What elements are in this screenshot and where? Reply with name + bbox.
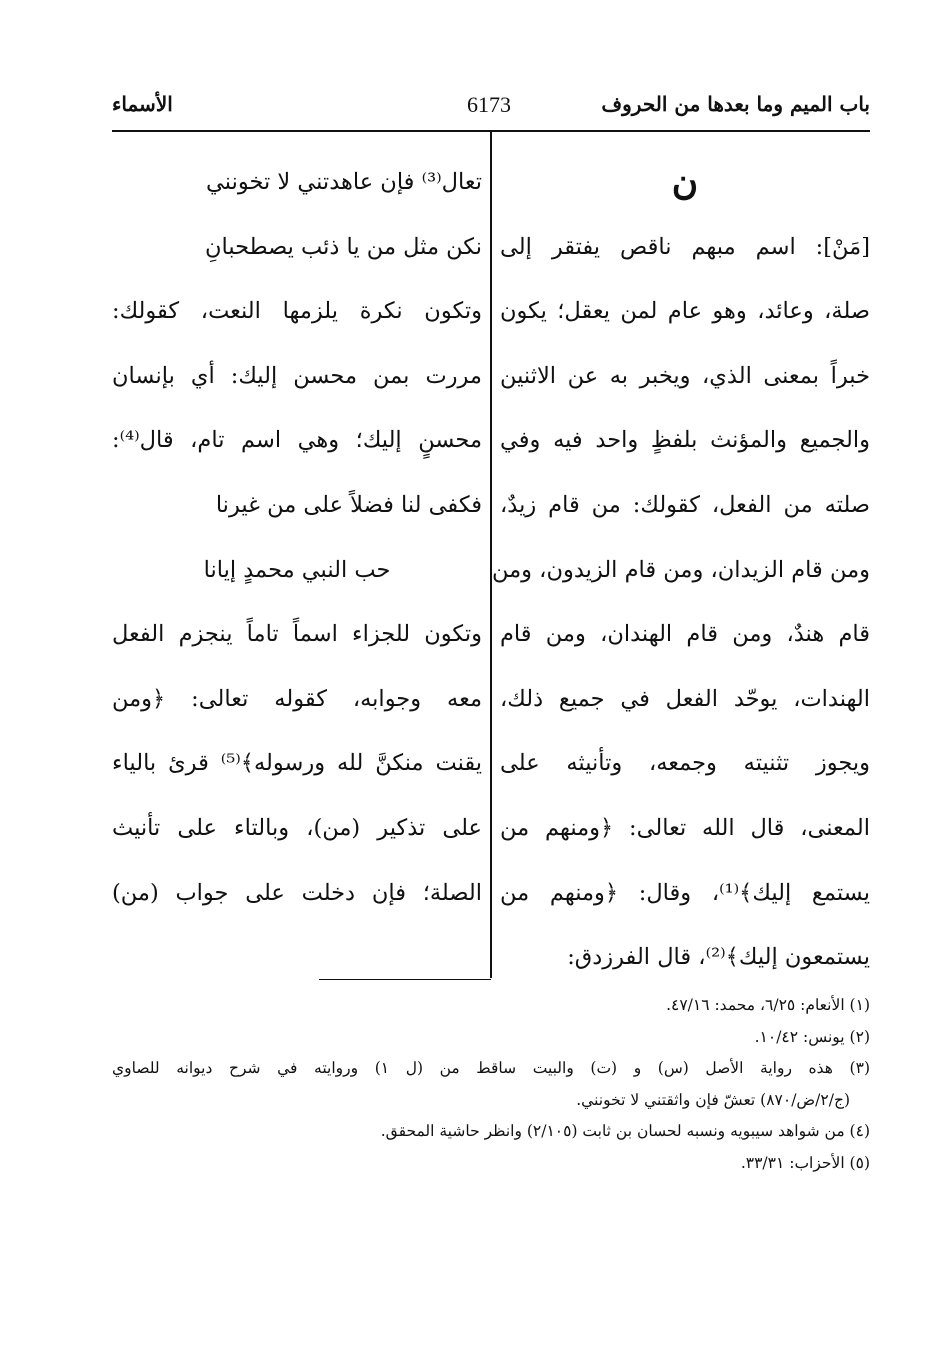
letter-heading: ن <box>671 161 699 203</box>
text-line: يستمعون إليك﴾⁽²⁾، قال الفرزدق: <box>567 944 870 971</box>
footnote: (٤) من شواهد سيبويه ونسبه لحسان بن ثابت (٢/١٠٥) وانظر حاشية المحقق. <box>380 1122 870 1140</box>
footnote-rule <box>319 979 491 980</box>
text-line: صلة، وعائد، وهو عام لمن يعقل؛ يكون <box>500 298 870 325</box>
text-line: الهندات، يوحّد الفعل في جميع ذلك، <box>500 685 870 712</box>
text-line: المعنى، قال الله تعالى: ﴿ومنهم من <box>500 814 870 841</box>
right-column <box>491 150 870 990</box>
footnote-continuation: (ج/٢/ض/٨٧٠) تعشّ فإن واثقتني لا تخونني. <box>576 1090 850 1109</box>
text-line: معه وجوابه، كقوله تعالى: ﴿ومن <box>112 685 482 712</box>
text-line: مررت بمن محسن إليك: أي بإنسان <box>112 362 482 389</box>
text-line: [مَنْ]: اسم مبهم ناقص يفتقر إلى <box>500 233 870 260</box>
text-line: قام هندٌ، ومن قام الهندان، ومن قام <box>500 621 870 648</box>
text-line: خبراً بمعنى الذي، ويخبر به عن الاثنين <box>500 362 870 389</box>
section-title: الأسماء <box>112 92 173 116</box>
chapter-title: باب الميم وما بعدها من الحروف <box>601 92 870 116</box>
footnote: (١) الأنعام: ٦/٢٥، محمد: ٤٧/١٦. <box>666 996 870 1014</box>
text-line: يستمع إليك﴾⁽¹⁾، وقال: ﴿ومنهم من <box>500 879 870 906</box>
page-number: 6173 <box>467 92 511 117</box>
text-line: وتكون نكرة يلزمها النعت، كقولك: <box>112 298 482 325</box>
text-line: والجميع والمؤنث بلفظٍ واحد فيه وفي <box>500 427 870 454</box>
verse-line: نكن مثل من يا ذئب يصطحبانِ <box>204 233 482 260</box>
left-column <box>112 150 482 925</box>
text-line: يقنت منكنَّ لله ورسوله﴾⁽⁵⁾ قرئ بالياء <box>112 750 482 777</box>
text-line: محسنٍ إليك؛ وهي اسم تام، قال⁽⁴⁾: <box>112 427 482 454</box>
footnotes <box>112 990 870 1179</box>
text-line: الصلة؛ فإن دخلت على جواب (من) <box>112 879 482 906</box>
footnote: (٥) الأحزاب: ٣٣/٣١. <box>740 1153 870 1172</box>
page-header <box>112 92 870 124</box>
verse-line: فكفى لنا فضلاً على من غيرنا <box>215 491 482 518</box>
text-line: ومن قام الزيدان، ومن قام الزيدون، ومن <box>491 556 870 583</box>
text-line: على تذكير (من)، وبالتاء على تأنيث <box>112 814 482 841</box>
text-line: ويجوز تثنيته وجمعه، وتأنيثه على <box>500 750 870 777</box>
text-line: وتكون للجزاء اسماً تاماً ينجزم الفعل <box>112 621 482 648</box>
verse-line: حب النبي محمدٍ إيانا <box>203 556 391 583</box>
footnote: (٢) يونس: ١٠/٤٢. <box>754 1027 870 1046</box>
text-line: صلته من الفعل، كقولك: من قام زيدٌ، <box>500 491 870 518</box>
footnote: (٣) هذه رواية الأصل (س) و (ت) والبيت ساقط من (ل ١) وروايته في شرح ديوانه للصاوي <box>112 1059 870 1077</box>
verse-line: تعال⁽³⁾ فإن عاهدتني لا تخونني <box>206 169 482 195</box>
